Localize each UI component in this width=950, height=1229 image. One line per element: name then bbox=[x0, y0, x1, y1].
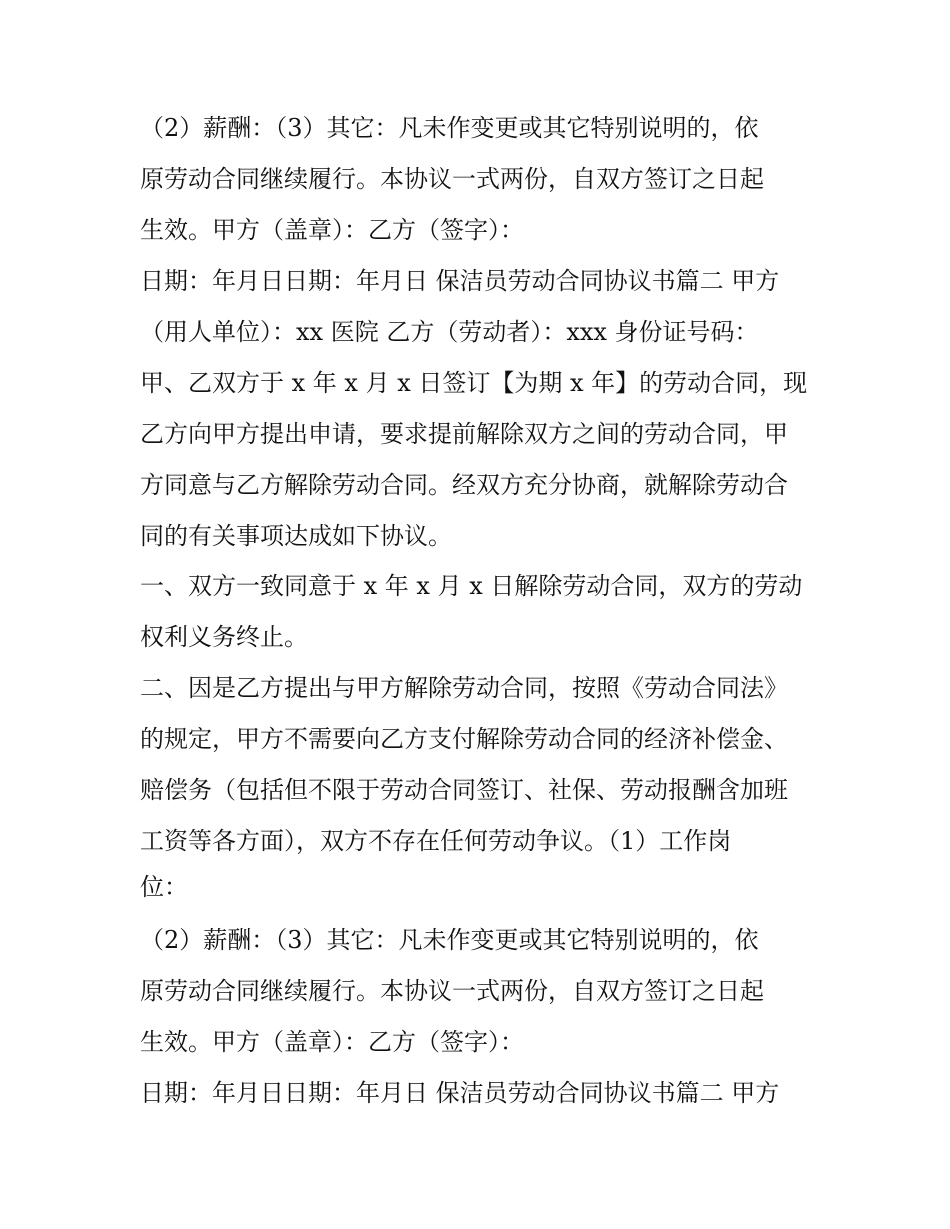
text-line: 日期：年月日日期：年月日 保洁员劳动合同协议书篇二 甲方 bbox=[140, 267, 780, 295]
text-line: 乙方向甲方提出申请，要求提前解除双方之间的劳动合同，甲 bbox=[140, 420, 788, 448]
text-line: 赔偿务（包括但不限于劳动合同签订、社保、劳动报酬含加班 bbox=[140, 776, 788, 804]
text-line: 同的有关事项达成如下协议。 bbox=[140, 522, 452, 550]
text-line: 原劳动合同继续履行。本协议一式两份，自双方签订之日起 bbox=[140, 165, 764, 193]
text-line: 的规定，甲方不需要向乙方支付解除劳动合同的经济补偿金、 bbox=[140, 725, 788, 753]
text-line: 二、因是乙方提出与甲方解除劳动合同，按照《劳动合同法》 bbox=[140, 674, 788, 702]
text-line: 甲、乙双方于 x 年 x 月 x 日签订【为期 x 年】的劳动合同，现 bbox=[140, 369, 808, 397]
text-line: 生效。甲方（盖章）：乙方（签字）： bbox=[140, 216, 524, 244]
text-line: 位： bbox=[140, 873, 188, 901]
text-line: 方同意与乙方解除劳动合同。经双方充分协商，就解除劳动合 bbox=[140, 471, 788, 499]
text-line: 生效。甲方（盖章）：乙方（签字）： bbox=[140, 1028, 524, 1056]
text-line: 权利义务终止。 bbox=[140, 623, 308, 651]
text-line: （用人单位）：xx 医院 乙方（劳动者）：xxx 身份证号码： bbox=[140, 318, 759, 346]
text-line: 一、双方一致同意于 x 年 x 月 x 日解除劳动合同，双方的劳动 bbox=[140, 572, 803, 600]
text-line: （2）薪酬：（3）其它：凡未作变更或其它特别说明的，依 bbox=[140, 114, 759, 142]
text-line: 日期：年月日日期：年月日 保洁员劳动合同协议书篇二 甲方 bbox=[140, 1079, 780, 1107]
text-line: （2）薪酬：（3）其它：凡未作变更或其它特别说明的，依 bbox=[140, 926, 759, 954]
text-line: 工资等各方面），双方不存在任何劳动争议。（1）工作岗 bbox=[140, 827, 732, 855]
text-line: 原劳动合同继续履行。本协议一式两份，自双方签订之日起 bbox=[140, 977, 764, 1005]
